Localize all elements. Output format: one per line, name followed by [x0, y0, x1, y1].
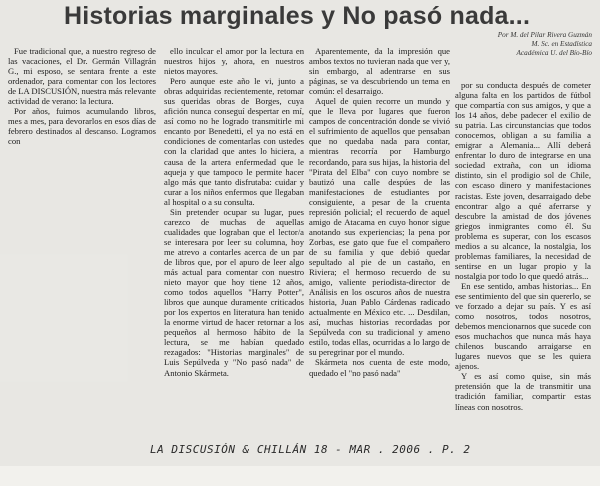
- byline-author: Por M. del Pilar Rivera Guzmán: [497, 31, 592, 39]
- paragraph: Aparentemente, da la impresión que ambos textos no tuvieran nada que ver y, sin embargo, al adentrarse en sus páginas, se va descubriendo un tema en común: el desarraigo.: [309, 46, 450, 97]
- byline: [452, 31, 592, 58]
- paragraph: En ese sentido, ambas historias... En ese sentimiento del que sin quererlo, se ve forzado a dejar su país. Y es así como nosotros, todos nosotros, debemos mencionarnos que sucede con esos muchachos que nunca más haya chilenos buscando arraigarse en lugares nuevos que se les quiera ajenos.: [455, 280, 591, 372]
- byline-institution: Académica U. del Bío-Bío: [516, 49, 592, 57]
- handwritten-source-note: LA DISCUSIÓN & CHILLÁN 18 - MAR . 2006 . P. 2: [150, 443, 471, 456]
- paragraph: Fue tradicional que, a nuestro regreso de las vacaciones, el Dr. Germán Villagrán G., mi esposo, se sentara frente a este ordenador, para comentar con los lectores de LA DISCUSIÓN, nuestra más relevante actividad de verano: la lectura.: [8, 46, 156, 107]
- paragraph: Pero aunque este año le vi, junto a obras adquiridas recientemente, retomar sus queridas obras de Borges, cuya afición nunca conseguí despertar en mí, así como no he logrado transmitirle mi encanto por Benedetti, el ya no está en condiciones de comentarlas con ustedes con la claridad que antes lo hiciera, a causa de la artera enfermedad que le aqueja y que tampoco le permite hacer algo más que tanto disfrutaba: cuidar y curar a los niños enfermos que llegaban al hospital o a su consulta.: [164, 76, 304, 207]
- paragraph: Sin pretender ocupar su lugar, pues carezco de muchas de aquellas cualidades que lograban que el lector/a se interesara por leer su columna, hoy me atrevo a contarles acerca de un par de libros que, por el apuro de leer algo más actual para comentar con nuestro nieto mayor que hoy tiene 12 años, como todos aquellos "Harry Potter", libros que aunque duramente criticados por los expertos en literatura han tenido la enorme virtud de hacer retornar a los pequeños al hermoso hábito de la lectura, se me habían quedado rezagados: "Historias marginales" de Luis Sepúlveda y "No pasó nada" de Antonio Skármeta.: [164, 206, 304, 378]
- paragraph: por su conducta después de cometer alguna falta en los partidos de fútbol que compartía con sus amigos, y que a los 14 años, debe padecer el exilio de su patria. Las circunstancias que todos conocemos, obligan a su familia a emigrar a Alemania... Allí deberá enfrentar lo duro de integrarse en una sociedad extraña, con un idioma distinto, sin el prodigio sol de Chile, con escaso dinero y manifestaciones racistas. Este joven, desarraigado debe encontrar algo a qué aferrarse y descubre la amistad de dos jóvenes griegos inmigrantes como él. Su problema es superar, con los escasos medios a su alcance, la nostalgia, los problemas familiares, la necesidad de sentirse en un lugar propio y la nostalgia por todo lo que quedó atrás...: [455, 80, 591, 281]
- article-column-4: [455, 80, 591, 486]
- paragraph: Aquel de quien recorre un mundo y que le lleva por lugares que fueron campos de concentración donde se vivió el sufrimiento de aquellos que pensaban que no quedaba nada para contar, mientras recorría por Hamburgo recordando, para sus hijas, la historia del "Pirata del Elba" con cuyo nombre se bautizó una calle despúes de las manifestaciones de estudiantes por consiguiente, a pesar de la cruenta represión policial; el recuerdo de aquel amigo de Atacama en cuyo honor sigue anotando sus experiencias; la pena por Zorbas, ese gato que fue el compañero de su familia y que debió quedar sepultado al pie de un castaño, en Riviera; el hermoso recuerdo de su amigo, valiente periodista-director de Análisis en los oscuros años de nuestra historia, Juan Pablo Cárdenas radicado actualmente en México etc. ... Desdilan, así, muchas historias recordadas por Sepúlveda con su tradicional y ameno estilo, todas ellas, ocurridas a lo largo de su peregrinar por el mundo.: [309, 96, 450, 358]
- article-column-3: [309, 46, 450, 426]
- article-column-1: [8, 46, 156, 186]
- headline: Historias marginales y No pasó nada...: [64, 2, 531, 30]
- article-column-2: [164, 46, 304, 462]
- paragraph: Y es así como quise, sin más pretensión que la de transmitir una tradición familiar, compartir estas líneas con nosotros.: [455, 371, 591, 412]
- paragraph: Skármeta nos cuenta de este modo, quedado el "no pasó nada": [309, 357, 450, 378]
- paragraph: Por años, fuimos acumulando libros, mes a mes, para devorarlos en esos días de febrero destinados al descanso. Logramos con: [8, 106, 156, 147]
- byline-title: M. Sc. en Estadística: [531, 40, 592, 48]
- paragraph: ello inculcar el amor por la lectura en nuestros hijos y, ahora, en nuestros nietos mayores.: [164, 46, 304, 77]
